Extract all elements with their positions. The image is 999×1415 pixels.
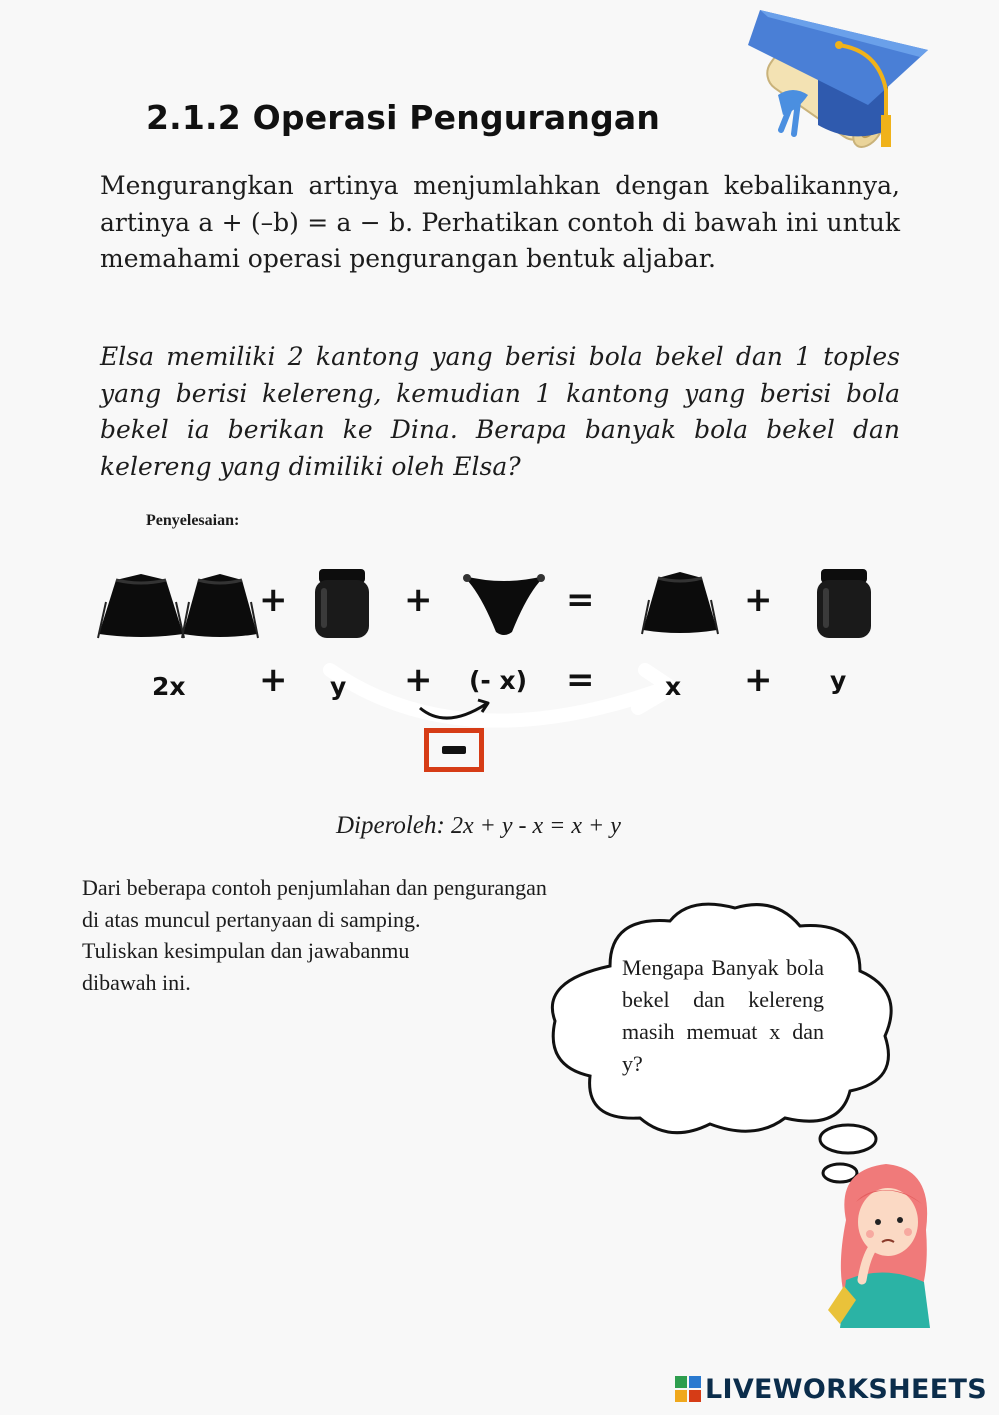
empty-bag-icon [462, 572, 546, 638]
liveworksheets-logo-icon [675, 1376, 701, 1402]
term-x: x [665, 672, 682, 701]
result-line [336, 812, 621, 840]
minus-box-icon [424, 728, 484, 772]
conclusion-line: di atas muncul pertanyaan di samping. [82, 906, 421, 932]
conclusion-line: dibawah ini. [82, 969, 191, 995]
conclusion-line: Dari beberapa contoh penjumlahan dan pengurangan [82, 875, 547, 900]
footer-brand-text: LIVEWORKSHEETS [704, 1373, 987, 1405]
jar-icon [313, 568, 371, 640]
result-prefix: Diperoleh: [336, 812, 445, 839]
term-y: y [830, 666, 847, 695]
small-arrow-icon [416, 694, 496, 726]
bag-icon [180, 572, 260, 642]
story-problem: Elsa memiliki 2 kantong yang berisi bola bekel dan 1 toples yang berisi kelereng, kemudian 1 kantong yang berisi bola bekel ia berikan ke Dina. Berapa banyak bola bekel dan kelereng yang dimiliki oleh Elsa? [100, 342, 900, 481]
equals-operator: = [566, 580, 595, 620]
bag-icon [640, 570, 720, 638]
girl-thinking-icon [826, 1160, 942, 1328]
intro-paragraph: Mengurangkan artinya menjumlahkan dengan kebalikannya, artinya a + (–b) = a − b. Perhatikan contoh di bawah ini untuk memahami operasi pengurangan bentuk aljabar. [100, 171, 900, 273]
term-y: y [330, 672, 347, 701]
term-negative-x: (- x) [469, 666, 528, 695]
plus-operator: + [404, 580, 433, 620]
equals-operator: = [566, 660, 595, 700]
plus-operator: + [744, 580, 773, 620]
solution-label: Penyelesaian: [146, 512, 240, 529]
plus-operator: + [744, 660, 773, 700]
result-equation: 2x + y - x = x + y [451, 813, 621, 839]
plus-operator: + [259, 660, 288, 700]
graduation-cap-icon [738, 5, 933, 165]
jar-icon [815, 568, 873, 640]
conclusion-line: Tuliskan kesimpulan dan jawabanmu [82, 938, 410, 963]
plus-operator: + [404, 660, 433, 700]
plus-operator: + [259, 580, 288, 620]
term-2x: 2x [152, 672, 186, 701]
footer-brand[interactable] [675, 1369, 987, 1409]
section-title: 2.1.2 Operasi Pengurangan [146, 98, 661, 137]
thought-bubble-text: Mengapa Banyak bola bekel dan kelereng masih memuat x dan y? [622, 955, 824, 1076]
bag-icon [96, 572, 186, 642]
